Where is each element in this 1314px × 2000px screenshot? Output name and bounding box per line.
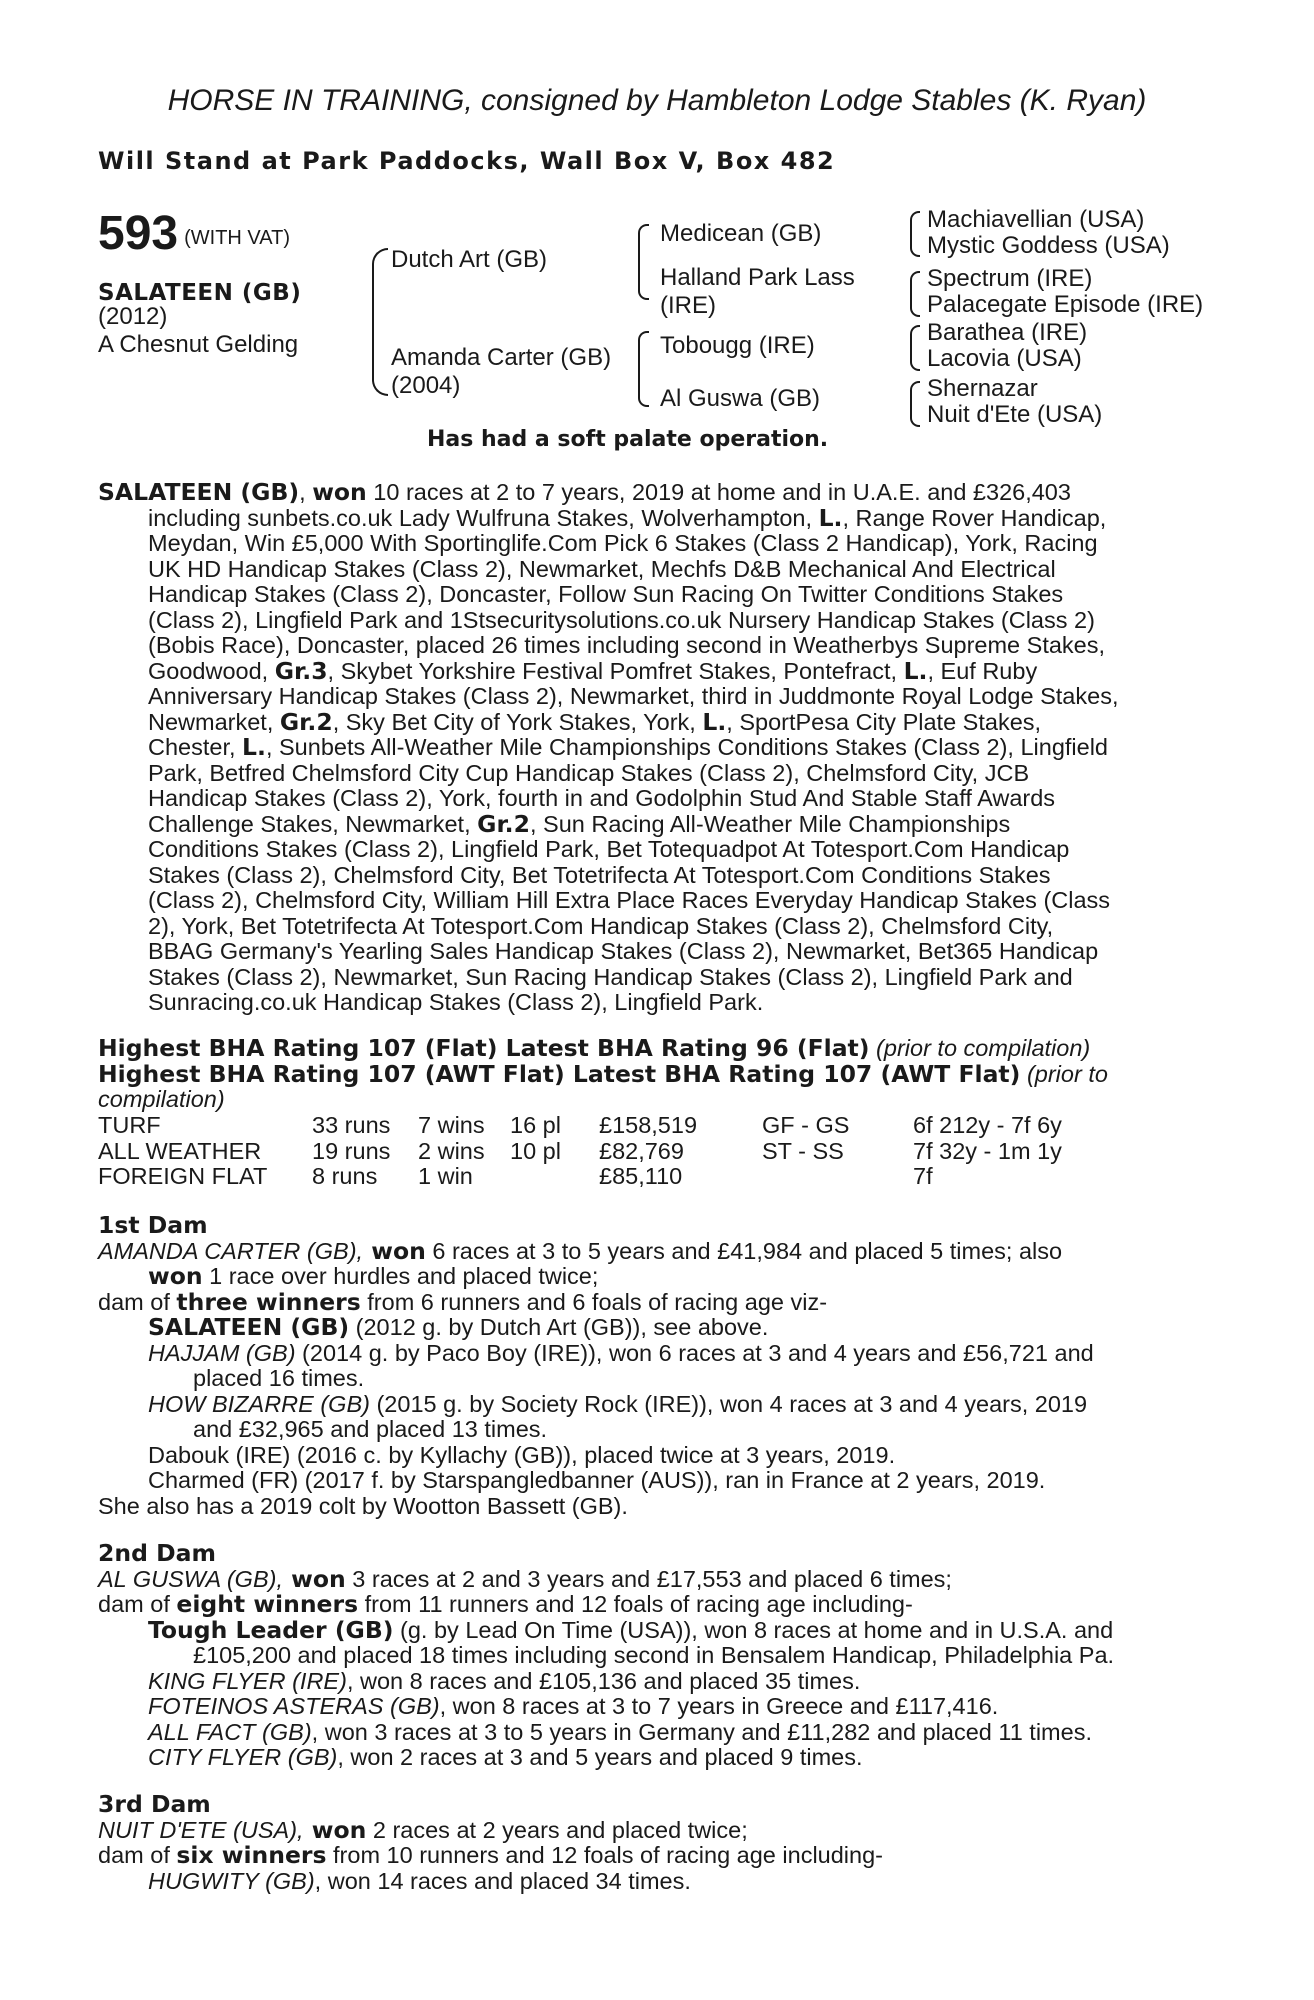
race-record-line: Meydan, Win £5,000 With Sportinglife.Com Pick 6 Stakes (Class 2 Handicap), York, Racing bbox=[148, 530, 1098, 556]
race-record-line: including sunbets.co.uk Lady Wulfruna Stakes, Wolverhampton, L., Range Rover Handicap, bbox=[148, 503, 1107, 532]
pedigree-ggs-4: Palacegate Episode (IRE) bbox=[927, 291, 1204, 318]
race-record bbox=[98, 480, 1118, 1016]
race-record-horse: SALATEEN (GB) bbox=[98, 478, 300, 506]
pedigree-granddam-sire: Halland Park Lass bbox=[660, 264, 855, 291]
foal-all-fact: ALL FACT (GB) bbox=[148, 1718, 312, 1745]
stats-placed: 16 pl bbox=[510, 1112, 561, 1138]
first-dam-note: She also has a 2019 colt by Wootton Bassett (GB). bbox=[98, 1492, 628, 1519]
horse-description: A Chesnut Gelding bbox=[98, 331, 299, 358]
foal-how-bizarre-cont: and £32,965 and placed 13 times. bbox=[193, 1416, 548, 1442]
foal-hajjam-cont: placed 16 times. bbox=[193, 1365, 365, 1391]
ggs-brace-2 bbox=[910, 271, 920, 317]
second-dam-heading: 2nd Dam bbox=[98, 1539, 216, 1567]
race-record-line: 2), York, Bet Totetrifecta At Totesport.Com Handicap Stakes (Class 2), Chelmsford City, bbox=[148, 912, 1054, 939]
foal-charmed: Charmed (FR) (2017 f. by Starspangledbanner (AUS)), ran in France at 2 years, 2019. bbox=[148, 1467, 1046, 1493]
race-record-line: UK HD Handicap Stakes (Class 2), Newmarket, Mechfs D&B Mechanical And Electrical bbox=[148, 555, 1056, 582]
pedigree-damsire: Tobougg (IRE) bbox=[660, 332, 815, 359]
foal-hajjam: HAJJAM (GB) bbox=[148, 1339, 296, 1366]
third-dam-section bbox=[98, 1792, 883, 1894]
pedigree-sire: Dutch Art (GB) bbox=[391, 246, 548, 273]
race-record-line: Chester, L., Sunbets All-Weather Mile Championships Conditions Stakes (Class 2), Lingfield bbox=[148, 733, 1109, 761]
pedigree-dam-year: (2004) bbox=[391, 372, 461, 399]
pedigree-dam: Amanda Carter (GB) bbox=[391, 344, 612, 371]
foaling-year: (2012) bbox=[98, 303, 168, 330]
second-dam-produce-intro: dam of bbox=[98, 1591, 177, 1617]
first-dam-record-2: 1 race over hurdles and placed twice; bbox=[202, 1263, 599, 1289]
pedigree-granddam: Al Guswa (GB) bbox=[660, 385, 821, 412]
stats-wins: 2 wins bbox=[418, 1137, 485, 1164]
race-record-line: Handicap Stakes (Class 2), York, fourth in and Godolphin Stud And Stable Staff Awards bbox=[148, 785, 1056, 811]
ggs-brace-3 bbox=[910, 325, 920, 371]
second-dam-winners: eight winners bbox=[176, 1590, 359, 1618]
foal-foteinos-asteras: FOTEINOS ASTERAS (GB) bbox=[148, 1693, 440, 1719]
race-record-line: Handicap Stakes (Class 2), Doncaster, Follow Sun Racing On Twitter Conditions Stakes bbox=[148, 581, 1064, 607]
lot-number bbox=[98, 208, 290, 264]
first-dam-won-2: won bbox=[148, 1262, 203, 1290]
third-dam-produce-summary: from 10 runners and 12 foals of racing age including- bbox=[326, 1842, 883, 1868]
stats-prize: £158,519 bbox=[599, 1112, 698, 1138]
first-dam-name: AMANDA CARTER (GB), bbox=[98, 1237, 364, 1264]
first-dam-produce-summary: from 6 runners and 6 foals of racing age viz- bbox=[360, 1288, 828, 1315]
race-record-line: Anniversary Handicap Stakes (Class 2), Newmarket, third in Juddmonte Royal Lodge Stakes, bbox=[148, 683, 1119, 709]
lot-number-value: 593 bbox=[98, 207, 179, 260]
pedigree-grandsire: Medicean (GB) bbox=[660, 220, 822, 247]
first-dam-produce-intro: dam of bbox=[98, 1288, 177, 1315]
stats-placed: 10 pl bbox=[510, 1137, 561, 1164]
third-dam-record: 2 races at 2 years and placed twice; bbox=[366, 1816, 748, 1843]
foal-hajjam-text: (2014 g. by Paco Boy (IRE)), won 6 races at 3 and 4 years and £56,721 and bbox=[295, 1339, 1094, 1366]
stats-distance: 7f 32y - 1m 1y bbox=[913, 1137, 1062, 1164]
pedigree-ggs-8: Nuit d'Ete (USA) bbox=[927, 401, 1103, 428]
foal-all-fact-text: , won 3 races at 3 to 5 years in Germany and £11,282 and placed 11 times. bbox=[311, 1718, 1092, 1745]
sire-line-brace bbox=[638, 224, 649, 300]
second-dam-won: won bbox=[283, 1564, 346, 1593]
stats-wins: 7 wins bbox=[418, 1112, 485, 1138]
race-record-line: (Class 2), Chelmsford City, William Hill Extra Place Races Everyday Handicap Stakes (Class bbox=[148, 887, 1111, 913]
horse-name: SALATEEN (GB) bbox=[98, 280, 302, 306]
stats-prize: £82,769 bbox=[599, 1137, 684, 1164]
pedigree-ggs-6: Lacovia (USA) bbox=[927, 345, 1082, 372]
foal-foteinos-asteras-text: , won 8 races at 3 to 7 years in Greece and £117,416. bbox=[439, 1693, 999, 1719]
race-record-line: Goodwood, Gr.3, Skybet Yorkshire Festival Pomfret Stakes, Pontefract, L., Euf Ruby bbox=[148, 656, 1038, 685]
foal-how-bizarre: HOW BIZARRE (GB) bbox=[148, 1390, 370, 1417]
pedigree-ggs-3: Spectrum (IRE) bbox=[927, 265, 1093, 292]
race-record-line: (Class 2), Lingfield Park and 1Stsecuritysolutions.co.uk Nursery Handicap Stakes (Class 2) bbox=[148, 606, 1095, 633]
foal-tough-leader: Tough Leader (GB) bbox=[148, 1615, 394, 1644]
pedigree-granddam-sire-country: (IRE) bbox=[660, 292, 716, 319]
ratings-awt-note-cont: compilation) bbox=[98, 1086, 225, 1112]
foal-city-flyer: CITY FLYER (GB) bbox=[148, 1744, 338, 1770]
stats-wins: 1 win bbox=[418, 1163, 473, 1189]
race-record-line: (Bobis Race), Doncaster, placed 26 times including second in Weatherbys Supreme Stakes, bbox=[148, 632, 1106, 658]
first-dam-heading: 1st Dam bbox=[98, 1211, 208, 1239]
consignor-header: HORSE IN TRAINING, consigned by Hambleton Lodge Stables (K. Ryan) bbox=[167, 84, 1147, 117]
foal-dabouk: Dabouk (IRE) (2016 c. by Kyllachy (GB)), placed twice at 3 years, 2019. bbox=[148, 1441, 896, 1468]
second-dam-name: AL GUSWA (GB), bbox=[98, 1565, 283, 1592]
race-record-line: Stakes (Class 2), Chelmsford City, Bet Totetrifecta At Totesport.Com Conditions Stakes bbox=[148, 861, 1051, 888]
dam-line-brace bbox=[638, 331, 649, 407]
third-dam-heading: 3rd Dam bbox=[98, 1790, 211, 1818]
stats-surface: TURF bbox=[98, 1112, 161, 1138]
foal-salateen: SALATEEN (GB) bbox=[148, 1313, 350, 1341]
third-dam-name: NUIT D'ETE (USA), bbox=[98, 1816, 304, 1843]
pedigree-ggs-5: Barathea (IRE) bbox=[927, 319, 1088, 346]
vat-note: (WITH VAT) bbox=[184, 227, 290, 249]
stand-location: Will Stand at Park Paddocks, Wall Box V, Box 482 bbox=[98, 147, 836, 175]
foal-salateen-text: (2012 g. by Dutch Art (GB)), see above. bbox=[349, 1314, 769, 1340]
race-record-line: Challenge Stakes, Newmarket, Gr.2, Sun Racing All-Weather Mile Championships bbox=[148, 809, 1011, 838]
third-dam-produce-intro: dam of bbox=[98, 1842, 177, 1868]
ratings-awt: Highest BHA Rating 107 (AWT Flat) Latest BHA Rating 107 (AWT Flat) bbox=[98, 1059, 1021, 1088]
race-record-line: Newmarket, Gr.2, Sky Bet City of York Stakes, York, L., SportPesa City Plate Stakes, bbox=[148, 707, 1042, 736]
stats-going: GF - GS bbox=[762, 1112, 850, 1138]
race-record-line: Conditions Stakes (Class 2), Lingfield Park, Bet Totequadpot At Totesport.Com Handicap bbox=[148, 836, 1070, 862]
stats-distance: 7f bbox=[913, 1163, 933, 1189]
race-record-won: won bbox=[312, 478, 367, 506]
stats-runs: 8 runs bbox=[312, 1163, 378, 1189]
first-dam-section bbox=[98, 1213, 1094, 1519]
ggs-brace-1 bbox=[910, 211, 920, 257]
foal-hugwity-text: , won 14 races and placed 34 times. bbox=[314, 1867, 691, 1894]
stats-runs: 19 runs bbox=[312, 1137, 391, 1164]
pedigree-ggs-1: Machiavellian (USA) bbox=[927, 206, 1145, 233]
pedigree-ggs-2: Mystic Goddess (USA) bbox=[927, 232, 1170, 259]
ratings bbox=[98, 1036, 1108, 1113]
ratings-flat-note: (prior to compilation) bbox=[869, 1035, 1091, 1061]
stats-surface: ALL WEATHER bbox=[98, 1137, 262, 1164]
ggs-brace-4 bbox=[910, 381, 920, 427]
stats-distance: 6f 212y - 7f 6y bbox=[913, 1112, 1062, 1138]
foal-king-flyer-text: , won 8 races and £105,136 and placed 35 times. bbox=[346, 1667, 861, 1694]
soft-palate-note: Has had a soft palate operation. bbox=[427, 427, 829, 452]
stats-runs: 33 runs bbox=[312, 1112, 391, 1138]
first-dam-winners: three winners bbox=[176, 1287, 361, 1316]
pedigree-ggs-7: Shernazar bbox=[927, 375, 1038, 402]
sire-dam-brace bbox=[372, 248, 388, 396]
stats-surface: FOREIGN FLAT bbox=[98, 1163, 268, 1189]
foal-tough-leader-text: (g. by Lead On Time (USA)), won 8 races at home and in U.S.A. and bbox=[393, 1616, 1114, 1643]
stats-going: ST - SS bbox=[762, 1137, 844, 1164]
second-dam-section bbox=[98, 1541, 1114, 1771]
race-record-summary: 10 races at 2 to 7 years, 2019 at home and in U.A.E. and £326,403 bbox=[366, 479, 1071, 505]
race-record-line: BBAG Germany's Yearling Sales Handicap Stakes (Class 2), Newmarket, Bet365 Handicap bbox=[148, 938, 1099, 964]
third-dam-winners: six winners bbox=[176, 1841, 327, 1869]
first-dam-won: won bbox=[363, 1236, 426, 1265]
foal-tough-leader-cont: £105,200 and placed 18 times including second in Bensalem Handicap, Philadelphia Pa. bbox=[193, 1642, 1115, 1668]
third-dam-won: won bbox=[303, 1815, 367, 1844]
race-record-first-line: SALATEEN (GB), won 10 races at 2 to 7 years, 2019 at home and in U.A.E. and £326,403 bbox=[98, 478, 1071, 506]
second-dam-produce-summary: from 11 runners and 12 foals of racing age including- bbox=[358, 1591, 913, 1617]
first-dam-record: 6 races at 3 to 5 years and £41,984 and placed 5 times; also bbox=[425, 1237, 1063, 1264]
ratings-awt-note: (prior to bbox=[1020, 1060, 1108, 1087]
ratings-flat: Highest BHA Rating 107 (Flat) Latest BHA Rating 96 (Flat) bbox=[98, 1034, 870, 1062]
race-record-line: Park, Betfred Chelmsford City Cup Handicap Stakes (Class 2), Chelmsford City, JCB bbox=[148, 759, 1030, 786]
second-dam-record: 3 races at 2 and 3 years and £17,553 and placed 6 times; bbox=[345, 1565, 952, 1592]
race-record-lines bbox=[98, 503, 1119, 1016]
foal-how-bizarre-text: (2015 g. by Society Rock (IRE)), won 4 races at 3 and 4 years, 2019 bbox=[369, 1390, 1088, 1417]
foal-hugwity: HUGWITY (GB) bbox=[148, 1867, 315, 1894]
race-record-line: Stakes (Class 2), Newmarket, Sun Racing Handicap Stakes (Class 2), Lingfield Park and bbox=[148, 963, 1073, 990]
foal-city-flyer-text: , won 2 races at 3 and 5 years and placed 9 times. bbox=[337, 1744, 863, 1770]
stats-prize: £85,110 bbox=[599, 1163, 683, 1189]
foal-king-flyer: KING FLYER (IRE) bbox=[148, 1667, 347, 1694]
race-record-line: Sunracing.co.uk Handicap Stakes (Class 2), Lingfield Park. bbox=[148, 989, 764, 1015]
